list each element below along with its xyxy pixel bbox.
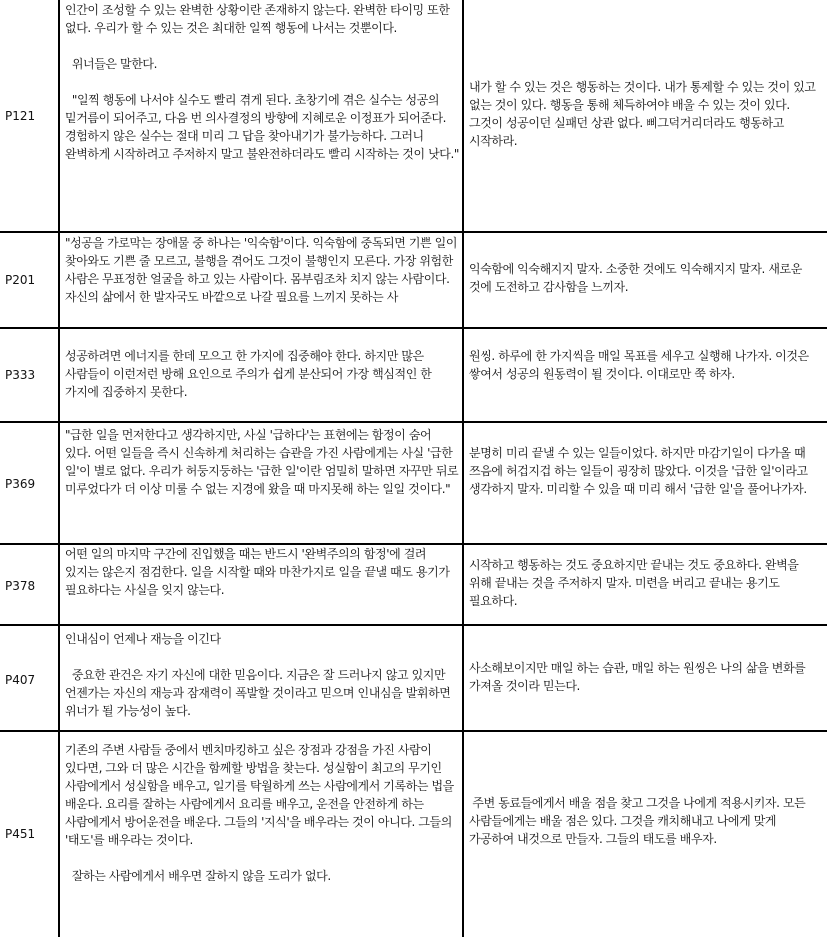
page-number: P201 bbox=[5, 273, 36, 287]
page-cell bbox=[0, 423, 60, 543]
note-text: 시작하고 행동하는 것도 중요하지만 끝내는 것도 중요하다. 완벽을 위해 끝내는 것을 주저하지 말자. 미련을 버리고 끝내는 용기도 필요하다. bbox=[469, 558, 802, 608]
page-cell bbox=[0, 626, 60, 730]
quote-text: 인내심이 언제나 재능을 이긴다 중요한 관건은 자기 자신에 대한 믿음이다. 지금은 잘 드러나지 않고 있지만 언젠가는 자신의 재능과 잠재력이 폭발할 것이라고 믿으며 인내심을 발휘하면 위너가 될 가능성이 높다. bbox=[65, 632, 451, 718]
note-cell bbox=[464, 423, 827, 543]
note-text: 원씽. 하루에 한 가지씩을 매일 목표를 세우고 실행해 나가자. 이것은 쌓여서 성공의 원동력이 될 것이다. 이대로만 쭉 하자. bbox=[469, 349, 813, 381]
page-cell bbox=[0, 545, 60, 624]
note-cell bbox=[464, 329, 827, 421]
quote-cell bbox=[60, 233, 464, 327]
quote-cell bbox=[60, 732, 464, 937]
table-row bbox=[0, 732, 827, 937]
note-cell bbox=[464, 0, 827, 231]
quote-text: 기존의 주변 사람들 중에서 벤치마킹하고 싶은 장점과 강점을 가진 사람이 있다면, 그와 더 많은 시간을 함께할 방법을 찾는다. 성실함이 최고의 무기인 사람에게서 성실함을 배우고, 일기를 탁월하게 쓰는 사람에게서 기록하는 법을 배운다. 요리를 잘하는 사람에게서 요리를 배우고, 운전을 안전하게 하는 사람에게서 방어운전을 배운다. 그들의 '지식'을 배우라는 것이 아니다. 그들의 '태도'를 배우라는 것이다. 잘하는 사람에게서 배우면 잘하지 않을 도리가 없다. bbox=[65, 743, 454, 883]
page-cell bbox=[0, 732, 60, 937]
table-row bbox=[0, 545, 827, 626]
quote-text: "성공을 가로막는 장애물 중 하나는 '익숙함'이다. 익숙함에 중독되면 기쁜 일이 찾아와도 기쁜 줄 모르고, 불행을 겪어도 그것이 불행인지 모른다. 가장 위험한 사람은 무표정한 얼굴을 하고 있는 사람이다. 몸부림조차 치지 않는 사람이다. 자신의 삶에서 한 발자국도 바깥으로 나갈 필요를 느끼지 못하는 사 bbox=[65, 236, 461, 304]
page-number: P333 bbox=[5, 368, 36, 382]
quote-text: 성공하려면 에너지를 한데 모으고 한 가지에 집중해야 한다. 하지만 많은 사람들이 이런저런 방해 요인으로 주의가 쉽게 분산되어 가장 핵심적인 한 가지에 집중하지 못한다. bbox=[65, 349, 435, 399]
page-cell bbox=[0, 329, 60, 421]
page-number: P451 bbox=[5, 827, 36, 841]
page-cell bbox=[0, 233, 60, 327]
note-cell bbox=[464, 233, 827, 327]
note-cell bbox=[464, 545, 827, 624]
note-text: 사소해보이지만 매일 하는 습관, 매일 하는 원씽은 나의 삶을 변화를 가져올 것이라 믿는다. bbox=[469, 661, 809, 693]
note-text: 익숙함에 익숙해지지 말자. 소중한 것에도 익숙해지지 말자. 새로운 것에 도전하고 감사함을 느끼자. bbox=[469, 262, 806, 294]
note-cell bbox=[464, 732, 827, 937]
quote-cell bbox=[60, 0, 464, 231]
note-cell bbox=[464, 626, 827, 730]
quote-text: "급한 일을 먼저한다고 생각하지만, 사실 '급하다'는 표현에는 함정이 숨어 있다. 어떤 일들을 즉시 신속하게 처리하는 습관을 가진 사람에게는 사실 '급한 일'이 별로 없다. 우리가 허둥지둥하는 '급한 일'이란 엄밀히 말하면 자꾸만 뒤로 미루었다가 더 이상 미룰 수 없는 지경에 왔을 때 마지못해 하는 일일 것이다." bbox=[65, 428, 462, 496]
quote-cell bbox=[60, 545, 464, 624]
page-number: P121 bbox=[5, 109, 36, 123]
note-text: 주변 동료들에게서 배울 점을 찾고 그것을 나에게 적용시키자. 모든 사람들에게는 배울 점은 있다. 그것을 캐치해내고 나에게 맞게 가공하여 내것으로 만들자. 그들의 태도를 배우자. bbox=[469, 796, 809, 846]
quote-cell bbox=[60, 329, 464, 421]
page-cell bbox=[0, 0, 60, 231]
table-row bbox=[0, 423, 827, 545]
quote-cell bbox=[60, 626, 464, 730]
note-text: 내가 할 수 있는 것은 행동하는 것이다. 내가 통제할 수 있는 것이 있고 없는 것이 있다. 행동을 통해 체득하여야 배울 수 있는 것이 있다. 그것이 성공이던 실패던 상관 없다. 삐그덕거리더라도 행동하고 시작하라. bbox=[469, 80, 819, 148]
quote-cell bbox=[60, 423, 464, 543]
quote-text: 인간이 조성할 수 있는 완벽한 상황이란 존재하지 않는다. 완벽한 타이밍 또한 없다. 우리가 할 수 있는 것은 최대한 일찍 행동에 나서는 것뿐이다. 위너들은 말한다. "일찍 행동에 나서야 실수도 빨리 겪게 된다. 초창기에 겪은 실수는 성공의 밑거름이 되어주고, 다음 번 의사결정의 방향에 지혜로운 이정표가 되어준다. 경험하지 않은 실수는 절대 미리 그 답을 찾아내기가 불가능하다. 그러니 완벽하게 시작하려고 주저하지 말고 불완전하더라도 빨리 시작하는 것이 낫다." bbox=[65, 3, 459, 161]
page-number: P378 bbox=[5, 579, 36, 593]
note-text: 분명히 미리 끝낼 수 있는 일들이었다. 하지만 마감기일이 다가올 때 쯔음에 허겁지겁 하는 일들이 굉장히 많았다. 이것을 '급한 일'이라고 생각하지 말자. 미리할 수 있을 때 미리 해서 '급한 일'을 풀어나가자. bbox=[469, 446, 812, 496]
table-row bbox=[0, 233, 827, 329]
table-row bbox=[0, 329, 827, 423]
page-number: P407 bbox=[5, 673, 36, 687]
table-row bbox=[0, 0, 827, 233]
quote-text: 어떤 일의 마지막 구간에 진입했을 때는 반드시 '완벽주의의 함정'에 걸려 있지는 않은지 점검한다. 일을 시작할 때와 마찬가지로 일을 끝낼 때도 용기가 필요하다는 사실을 잊지 않는다. bbox=[65, 547, 453, 597]
page-number: P369 bbox=[5, 477, 36, 491]
table-row bbox=[0, 626, 827, 732]
